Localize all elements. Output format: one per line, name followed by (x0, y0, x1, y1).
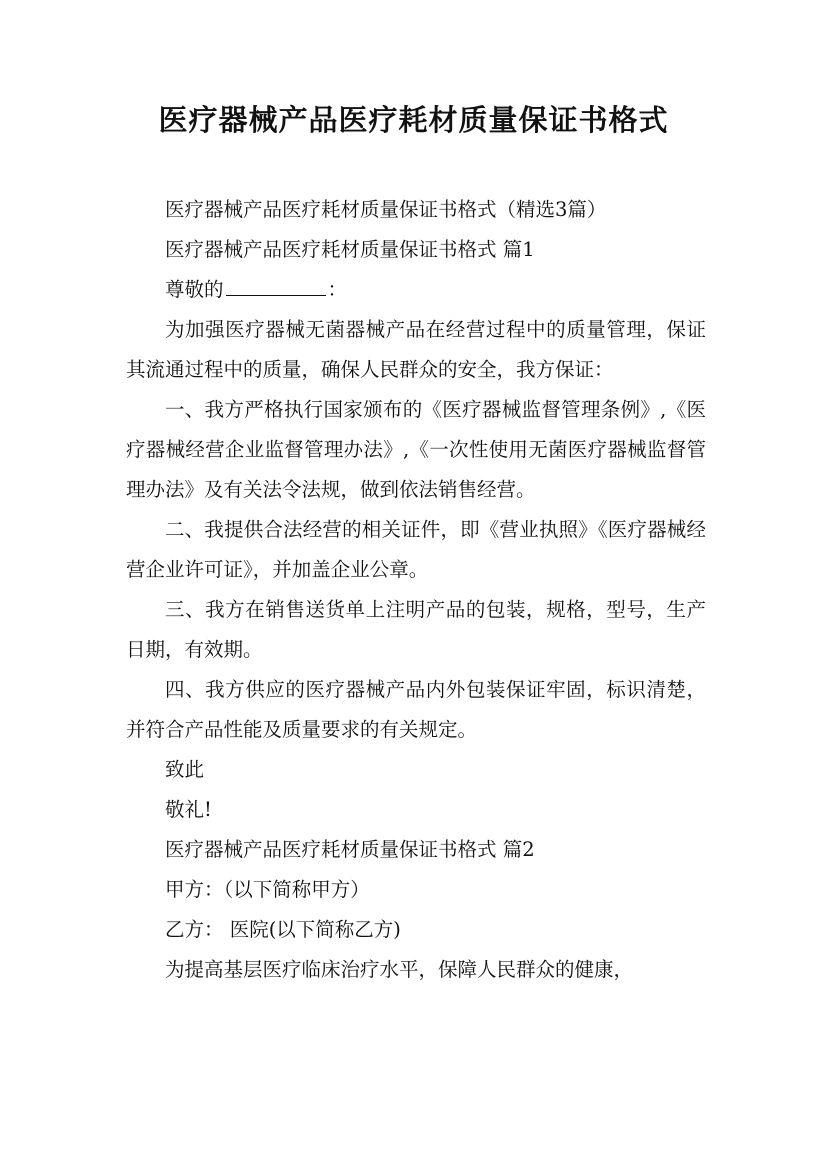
intro-paragraph: 为加强医疗器械无菌器械产品在经营过程中的质量管理，保证其流通过程中的质量，确保人民群众的安全，我方保证： (126, 318, 706, 381)
document-subtitle: 医疗器械产品医疗耗材质量保证书格式（精选3篇） (165, 198, 607, 221)
document-body (126, 190, 706, 990)
salutation (126, 270, 706, 310)
closing-line-2: 敬礼! (165, 798, 212, 821)
closing-line-1: 致此 (165, 758, 205, 781)
salutation-prefix: 尊敬的 (165, 278, 224, 301)
recipient-blank (226, 275, 326, 296)
party-b-line: 乙方： 医院(以下简称乙方) (165, 918, 401, 941)
party-a-line: 甲方：（以下简称甲方） (165, 878, 370, 901)
item-2-paragraph: 二、我提供合法经营的相关证件，即《营业执照》《医疗器械经营企业许可证》，并加盖企业公章。 (126, 518, 706, 581)
salutation-suffix: ： (327, 278, 348, 301)
item-4-paragraph: 四、我方供应的医疗器械产品内外包装保证牢固，标识清楚，并符合产品性能及质量要求的有关规定。 (126, 678, 706, 741)
part1-heading: 医疗器械产品医疗耗材质量保证书格式 篇1 (165, 238, 535, 261)
part2-heading: 医疗器械产品医疗耗材质量保证书格式 篇2 (165, 838, 535, 861)
document-title: 医疗器械产品医疗耗材质量保证书格式 (158, 103, 669, 137)
item-3-paragraph: 三、我方在销售送货单上注明产品的包装，规格，型号，生产日期，有效期。 (126, 598, 706, 661)
part2-intro-paragraph: 为提高基层医疗临床治疗水平，保障人民群众的健康， (165, 958, 634, 981)
item-1-paragraph: 一、我方严格执行国家颁布的《医疗器械监督管理条例》,《医疗器械经营企业监督管理办法》,《一次性使用无菌医疗器械监督管理办法》及有关法令法规，做到依法销售经营。 (126, 398, 706, 501)
